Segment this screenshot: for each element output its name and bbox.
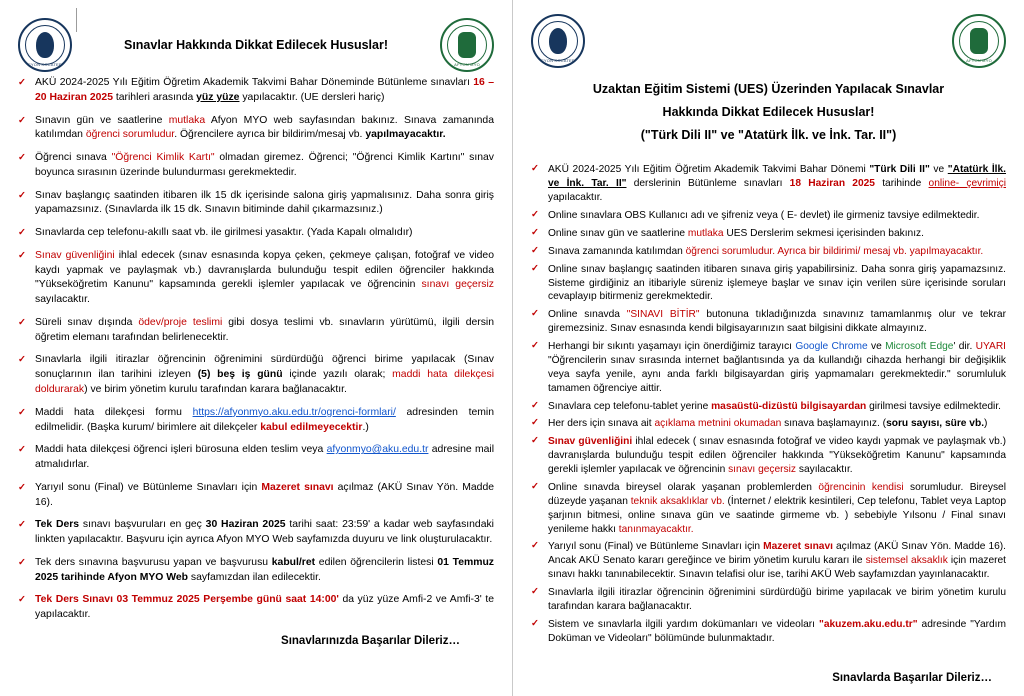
list-item: ✓ Sınavlarla ilgili itirazlar öğrencinin öğrenimini sürdürdüğü öğrenci birime yapılacak (Sınav sonuçlarının ilan tarihini izleyen (5) beş iş günü içinde yazılı olarak; maddi hata dilekçesi doldurarak) ve birim yönetim kurulu tarafından karara bağlanacaktır. [18, 353, 494, 397]
list-item: ✓ Sınav güvenliğini ihlal edecek (sınav esnasında kopya çeken, çekmeye çalışan, fotoğraf ve video kaydı yapmak ve paylaşmak vb.) davranışlarda bulunduğu tespit edilen öğrenciler hakkında "Yükseköğretim Kanunu" kapsamında gerekli işlemler yapılacak ve öğrencinin sınavı geçersiz sayılacaktır. [18, 249, 494, 308]
title-line-1: Uzaktan Eğitim Sistemi (UES) Üzerinden Yapılacak Sınavlar [592, 82, 945, 96]
list-item: ✓ Tek Ders Sınavı 03 Temmuz 2025 Perşembe günü saat 14:00' da yüz yüze Amfi-2 ve Amfi-3' te yapılacaktır. [18, 593, 494, 623]
university-logo-icon [18, 18, 72, 72]
university-logo-label: AFYON KOCATEPE [538, 58, 578, 63]
list-item: ✓ Her ders için sınava ait açıklama metnini okumadan sınava başlamayınız. (soru sayısı, süre vb.) [531, 417, 1006, 431]
list-item: ✓ Sınav güvenliğini ihlal edecek ( sınav esnasında fotoğraf ve video kaydı yapmak ve paylaşmak vb.) davranışlarda bulunduğu tespit edilen öğrenciler hakkında "Yükseköğretim Kanunu" kapsamında gerekli işlemler yapılacak ve öğrencinin sınavı geçersiz sayılacaktır. [531, 435, 1006, 477]
akuzem-link[interactable]: "akuzem.aku.edu.tr" [818, 618, 918, 630]
header-divider [76, 8, 77, 32]
vocational-school-logo-label: AFYON MYO [454, 62, 480, 67]
list-item: ✓ Online sınavda bireysel olarak yaşanan problemlerden öğrencinin kendisi sorumludur. Bireysel düzeyde yaşanan teknik aksaklıklar vb. (İnternet / elektrik kesintileri, Cep telefonu, Tablet veya Laptop şarjının bitmesi, online sınava gün ve saatinde girmeme vb. ) sebebiyle Yılsonu / Final sınavı yenileme hakkı tanınmayacaktır. [531, 481, 1006, 537]
list-item: ✓ Online sınavlara OBS Kullanıcı adı ve şifreniz veya ( E- devlet) ile girmeniz tavsiye edilmektedir. [531, 209, 1006, 223]
list-item: ✓ Maddi hata dilekçesi formu https://afyonmyo.aku.edu.tr/ogrenci-formlari/ adresinden temin edilmelidir. (Başka kurum/ birimlere ait dilekçeler kabul edilmeyecektir.) [18, 406, 494, 436]
list-item: ✓ Maddi hata dilekçesi öğrenci işleri bürosuna elden teslim veya afyonmyo@aku.edu.tr adresine mail atmalıdırlar. [18, 443, 494, 473]
list-item: ✓ Online sınav başlangıç saatinden itibaren sınava giriş yapabilirsiniz. Daha sonra giriş yapamazsınız. Sisteme girdiğiniz an itibariyle süreniz işlemeye başlar ve sınav için verilen süre içerisinde soruları cevaplayıp bitirmeniz gerekmektedir. [531, 263, 1006, 305]
list-item: ✓ AKÜ 2024-2025 Yılı Eğitim Öğretim Akademik Takvimi Bahar Dönemi "Türk Dili II" ve "Atatürk İlk. ve İnk. Tar. II" derslerinin Bütünleme sınavları 18 Haziran 2025 tarihinde online- çevrimiçi yapılacaktır. [531, 163, 1006, 205]
list-item: ✓ Sınav başlangıç saatinden itibaren ilk 15 dk içerisinde salona giriş yapmalısınız. Daha sonra giriş yapamazsınız. (Sınavlarda ilk 15 dk. Sınavın bitiminde dahil çıkarmazsınız.) [18, 189, 494, 219]
vocational-school-logo-icon [952, 14, 1006, 68]
right-notice-list [531, 163, 1006, 645]
university-logo-icon [531, 14, 585, 68]
list-item: ✓ Öğrenci sınava "Öğrenci Kimlik Kartı" olmadan giremez. Öğrenci; "Öğrenci Kimlik Kartını" sınav boyunca sırasının üzerinde bulundurması gerekmektedir. [18, 151, 494, 181]
list-item: ✓ Sınava zamanında katılımdan öğrenci sorumludur. Ayrıca bir bildirimi/ mesaj vb. yapılmayacaktır. [531, 245, 1006, 259]
student-forms-link[interactable]: https://afyonmyo.aku.edu.tr/ogrenci-formlari/ [192, 406, 396, 418]
list-item: ✓ Yarıyıl sonu (Final) ve Bütünleme Sınavları için Mazeret sınavı açılmaz (AKÜ Sınav Yön. Madde 16). [18, 481, 494, 511]
title-line-3: ("Türk Dili II" ve "Atatürk İlk. ve İnk. Tar. II") [640, 128, 897, 143]
list-item: ✓ Online sınav gün ve saatlerine mutlaka UES Derslerim sekmesi içerisinden bakınız. [531, 227, 1006, 241]
title-line-2: Hakkında Dikkat Edilecek Hususlar! [662, 105, 875, 120]
list-item: ✓ Yarıyıl sonu (Final) ve Bütünleme Sınavları için Mazeret sınavı açılmaz (AKÜ Sınav Yön. Madde 16). Ancak AKÜ Senato kararı gereğince ve birim yönetim kurulu kararı ile sistemsel aksaklık için mazeret sınavı hakkı tanınabilecektir. Sınavın telafisi olur ise, tarihi AKÜ Web sayfamızdan yayınlanacaktır. [531, 540, 1006, 582]
right-closing-text: Sınavlarda Başarılar Dileriz… [832, 671, 992, 684]
email-link[interactable]: afyonmyo@aku.edu.tr [326, 444, 429, 456]
vocational-school-logo-label: AFYON MYO [966, 58, 992, 63]
vocational-school-logo-icon [440, 18, 494, 72]
list-item: ✓ Tek ders sınavına başvurusu yapan ve başvurusu kabul/ret edilen öğrencilerin listesi 01 Temmuz 2025 tarihinde Afyon MYO Web sayfamızdan ilan edilecektir. [18, 556, 494, 586]
page-title: Sınavlar Hakkında Dikkat Edilecek Hususlar! [123, 38, 388, 52]
right-column [512, 0, 1024, 696]
list-item: ✓ Herhangi bir sıkıntı yaşamayı için önerdiğimiz tarayıcı Google Chrome ve Microsoft Edge' dir. UYARI "Öğrencilerin sınav sırasında internet bağlantısında ya da kullandığı cihazda herhangi bir değişiklik veya sayfa yenile, aynı anda farklı bilgisayardan giriş yapmamaları gerekmektedir." sorumluluk tamamen öğrenciye aittir. [531, 340, 1006, 396]
list-item: ✓ Sınavın gün ve saatlerine mutlaka Afyon MYO web sayfasından bakınız. Sınava zamanında katılımdan öğrenci sorumludur. Öğrencilere ayrıca bir bildirim/mesaj vb. yapılmayacaktır. [18, 114, 494, 144]
left-header [18, 14, 494, 76]
list-item: ✓ Sistem ve sınavlarla ilgili yardım dokümanları ve videoları "akuzem.aku.edu.tr" adresinde "Yardım Doküman ve Videoları" bölümünde bulunmaktadır. [531, 618, 1006, 646]
list-item: ✓ Online sınavda "SINAVI BİTİR" butonuna tıkladığınızda sınavınız tamamlanmış olur ve tekrar giremezsiniz. Sınav esnasında kendi bilgisayarınızın saat bilgisini dikkate almayınız. [531, 308, 1006, 336]
list-item: ✓ Tek Ders sınavı başvuruları en geç 30 Haziran 2025 tarihi saat: 23:59' a kadar web sayfasındaki linkten yapılacaktır. Başvuru için ayrıca Afyon MYO Web sayfamızda duyuru ve link oluşturulacaktır. [18, 518, 494, 548]
list-item: ✓ Sınavlarla ilgili itirazlar öğrencinin öğrenimini sürdürdüğü birime yapılacak ve birim yönetim kurulu tarafından karara bağlanacaktır. [531, 586, 1006, 614]
list-item: ✓ AKÜ 2024-2025 Yılı Eğitim Öğretim Akademik Takvimi Bahar Döneminde Bütünleme sınavları 16 – 20 Haziran 2025 tarihleri arasında yüz yüze yapılacaktır. (UE dersleri hariç) [18, 76, 494, 106]
right-header [531, 14, 1006, 72]
university-logo-label: AFYON KOCATEPE [25, 62, 65, 67]
right-page-title [531, 78, 1006, 147]
list-item: ✓ Sınavlarda cep telefonu-akıllı saat vb. ile girilmesi yasaktır. (Yada Kapalı olmalıdır) [18, 226, 494, 241]
left-closing-text: Sınavlarınızda Başarılar Dileriz… [281, 634, 460, 647]
left-notice-list [18, 76, 494, 623]
list-item: ✓ Sınavlara cep telefonu-tablet yerine masaüstü-dizüstü bilgisayardan girilmesi tavsiye edilmektedir. [531, 400, 1006, 414]
list-item: ✓ Süreli sınav dışında ödev/proje teslimi gibi dosya teslimi vb. sınavların yürütümü, ilgili dersin öğretim elemanı tarafından belirlenecektir. [18, 316, 494, 346]
